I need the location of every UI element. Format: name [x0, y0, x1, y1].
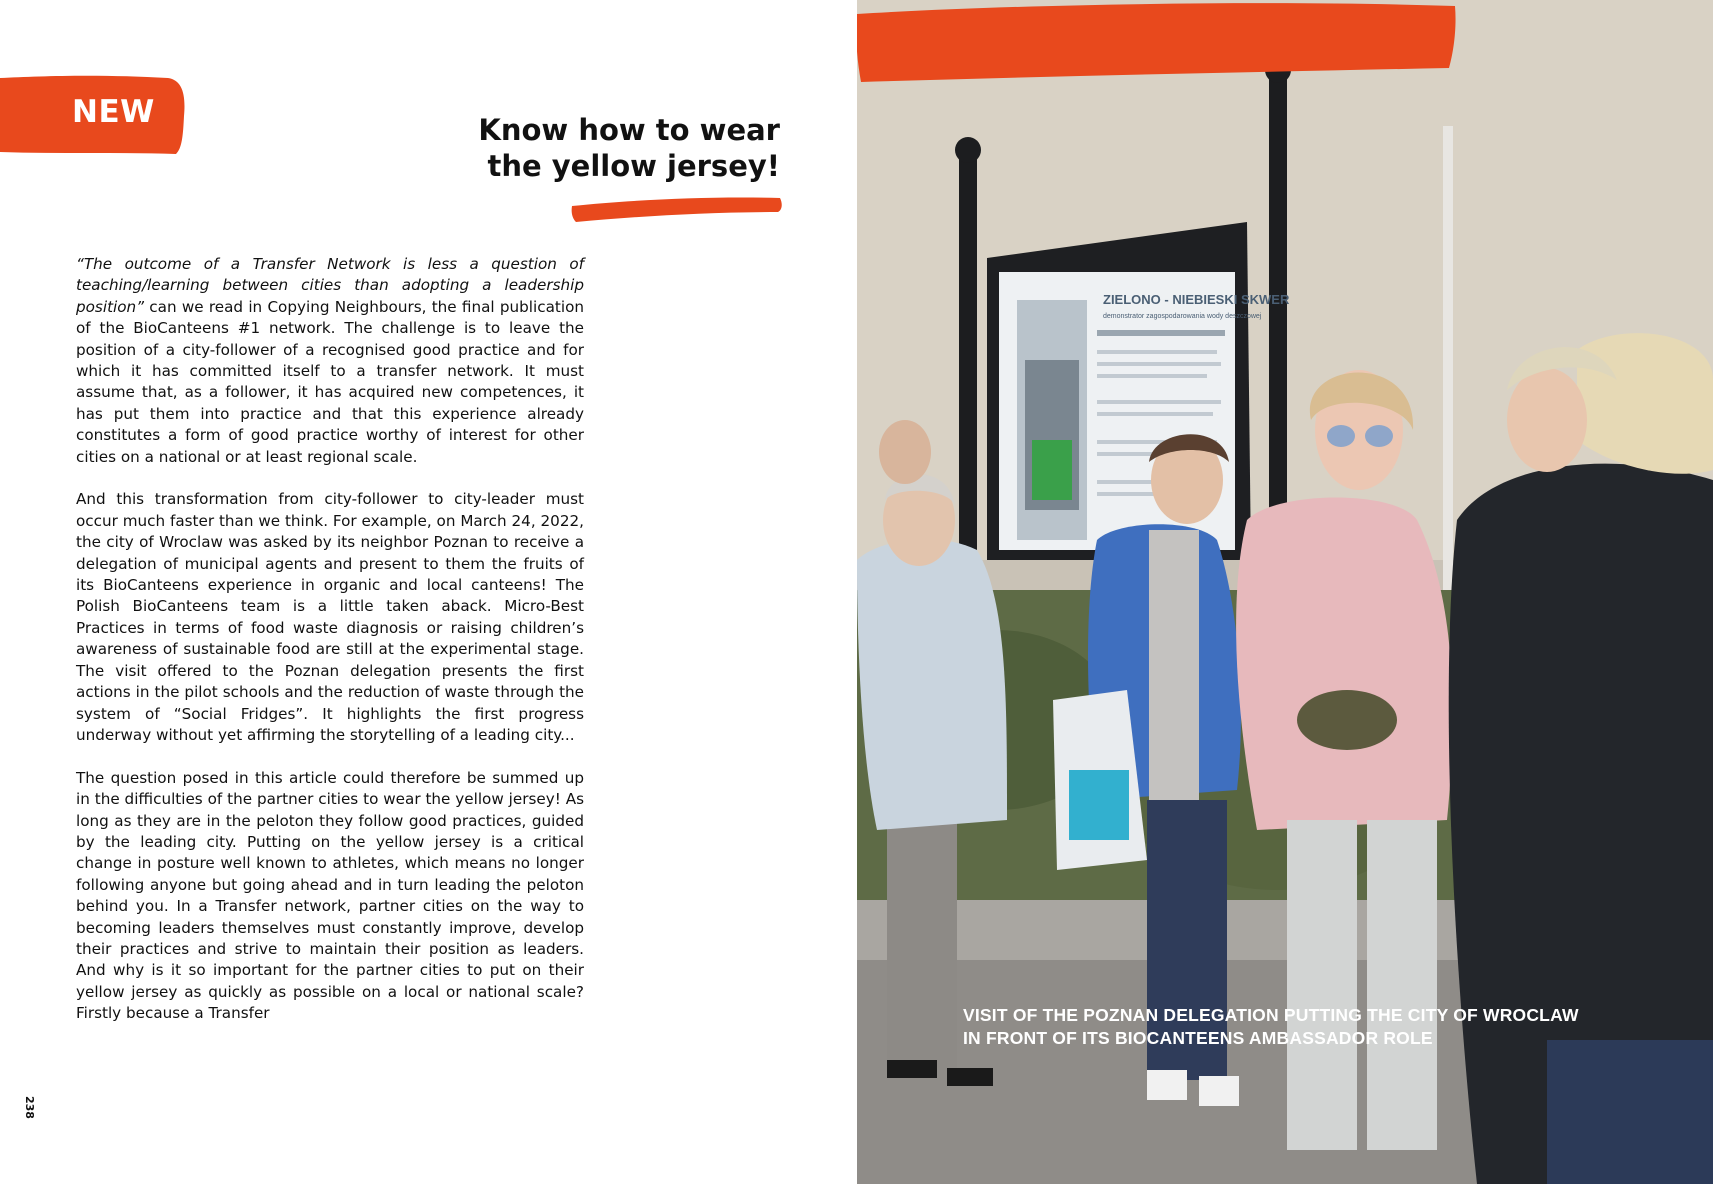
- person-4-hoodie: [1236, 498, 1452, 831]
- title-line-2: the yellow jersey!: [487, 149, 780, 183]
- page-title: [400, 112, 780, 184]
- person-5-face: [1507, 368, 1587, 472]
- title-underline-stroke: [570, 196, 784, 224]
- title-line-1: Know how to wear: [478, 113, 780, 147]
- drain-pipe: [1443, 126, 1453, 646]
- paragraph-2: And this transformation from city-follower to city-leader must occur much faster than we think. For example, on March 24, 2022, the city of Wroclaw was asked by its neighbor Poznan to receive a delegation of municipal agents and present to them the fruits of its BioCanteens experience in organic and local canteens! The Polish BioCanteens team is a little taken aback. Micro-Best Practices in terms of food waste diagnosis or raising children’s awareness of sustainable food are still at the experimental stage. The visit offered to the Poznan delegation presents the first actions in the pilot schools and the reduction of waste through the system of “Social Fridges”. It highlights the first progress underway without yet affirming the storytelling of a leading city...: [76, 490, 584, 744]
- new-tag: [0, 74, 186, 158]
- photo-caption: [963, 1004, 1643, 1050]
- page-number: 238: [23, 1096, 36, 1119]
- caption-band: [857, 0, 1457, 84]
- caption-line-1: VISIT OF THE POZNAN DELEGATION PUTTING THE CITY OF WROCLAW: [963, 1005, 1579, 1025]
- sign-post-left: [959, 150, 977, 590]
- person-1-coat: [857, 539, 1007, 830]
- paragraph-1-text: can we read in Copying Neighbours, the final publication of the BioCanteens #1 network. The challenge is to leave the position of a city-follower of a recognised good practice and for which it has committed itself to a transfer network. It must assume that, as a follower, it has acquired new competences, it has put them into practice and that this experience already constitutes a form of good practice worthy of interest for other cities on a national or at least regional scale.: [76, 297, 584, 466]
- paragraph-1: [76, 254, 584, 468]
- paragraph-1-quote: “The outcome of a Transfer Network is less a question of teaching/learning between cities than adopting a leadership position”: [76, 255, 584, 316]
- caption-line-2: IN FRONT OF ITS BIOCANTEENS AMBASSADOR ROLE: [963, 1028, 1433, 1048]
- event-photo: [857, 0, 1713, 1184]
- sign-title: ZIELONO - NIEBIESKI SKWER: [1103, 292, 1290, 307]
- article-body: [76, 254, 584, 1046]
- new-tag-label: NEW: [72, 94, 155, 130]
- sign-subtitle: demonstrator zagospodarowania wody deszczowej: [1103, 313, 1262, 320]
- paragraph-3: The question posed in this article could therefore be summed up in the difficulties of the partner cities to wear the yellow jersey! As long as they are in the peloton they follow good practices, guided by the leading city. Putting on the yellow jersey is a critical change in posture well known to athletes, which means no longer following anyone but going ahead and in turn leading the peloton behind you. In a Transfer network, partner cities on the way to becoming leaders themselves must constantly improve, develop their practices and strive to maintain their position as leaders. And why is it so important for the partner cities to put on their yellow jersey as quickly as possible on a local or national scale? Firstly because a Transfer: [76, 768, 584, 1023]
